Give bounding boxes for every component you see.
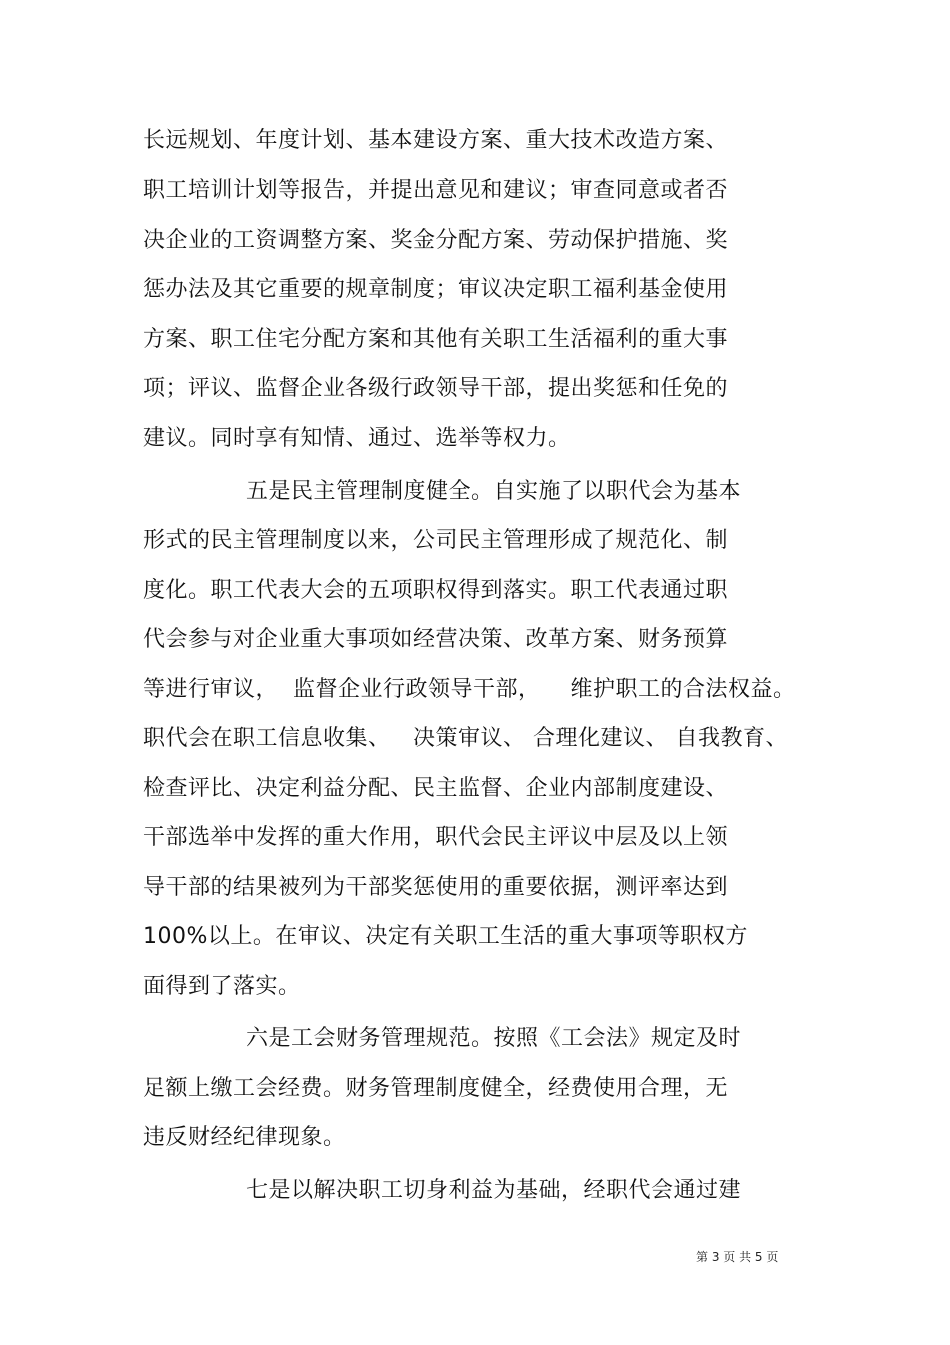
text-line: 项；评议、监督企业各级行政领导干部，提出奖惩和任免的	[143, 376, 729, 401]
text-line: 等进行审议， 监督企业行政领导干部， 维护职工的合法权益。	[143, 677, 796, 702]
text-line: 形式的民主管理制度以来，公司民主管理形成了规范化、制	[143, 528, 729, 553]
text-line: 方案、职工住宅分配方案和其他有关职工生活福利的重大事	[143, 327, 729, 352]
text-line: 建议。同时享有知情、通过、选举等权力。	[143, 426, 571, 451]
text-line: 足额上缴工会经费。财务管理制度健全，经费使用合理，无	[143, 1076, 729, 1101]
text-line: 导干部的结果被列为干部奖惩使用的重要依据，测评率达到	[143, 875, 729, 900]
text-line: 检查评比、决定利益分配、民主监督、企业内部制度建设、	[143, 776, 729, 801]
paragraph-first-line: 五是民主管理制度健全。自实施了以职代会为基本	[246, 479, 742, 504]
text-line: 惩办法及其它重要的规章制度；审议决定职工福利基金使用	[143, 277, 729, 302]
page-number: 第 3 页 共 5 页	[696, 1250, 779, 1264]
text-line: 职工培训计划等报告，并提出意见和建议；审查同意或者否	[143, 178, 729, 203]
text-line: 度化。职工代表大会的五项职权得到落实。职工代表通过职	[143, 578, 729, 603]
text-line: 面得到了落实。	[143, 974, 301, 999]
text-line: 干部选举中发挥的重大作用，职代会民主评议中层及以上领	[143, 825, 729, 850]
text-line: 代会参与对企业重大事项如经营决策、改革方案、财务预算	[143, 627, 729, 652]
paragraph-first-line: 六是工会财务管理规范。按照《工会法》规定及时	[246, 1026, 742, 1051]
text-line: 职代会在职工信息收集、 决策审议、 合理化建议、 自我教育、	[143, 726, 788, 751]
text-line: 决企业的工资调整方案、奖金分配方案、劳动保护措施、奖	[143, 228, 729, 253]
text-line: 违反财经纪律现象。	[143, 1125, 346, 1150]
text-line: 100%以上。在审议、决定有关职工生活的重大事项等职权方	[143, 924, 748, 949]
paragraph-first-line: 七是以解决职工切身利益为基础，经职代会通过建	[246, 1178, 742, 1203]
text-line: 长远规划、年度计划、基本建设方案、重大技术改造方案、	[143, 128, 729, 153]
